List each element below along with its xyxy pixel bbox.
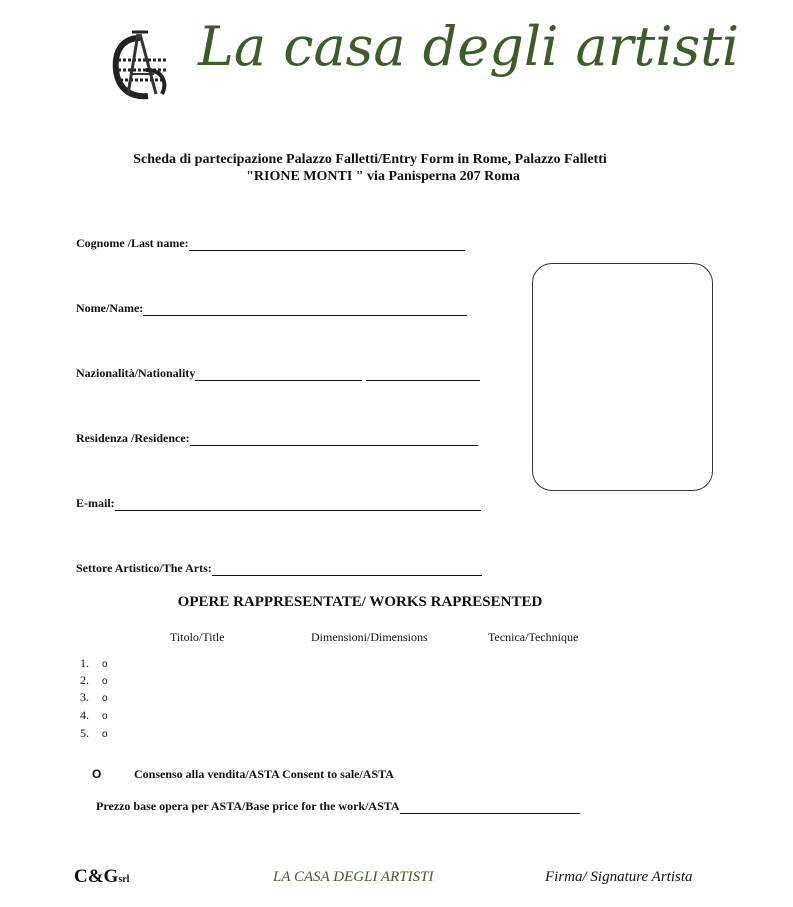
price-label: Prezzo base opera per ASTA/Base price for the work/ASTA (96, 799, 400, 813)
column-dimensions-header: Dimensioni/Dimensions (311, 630, 428, 644)
nationality-label: Nazionalità/Nationality (76, 366, 196, 380)
name-label: Nome/Name: (76, 301, 144, 315)
residence-line[interactable] (190, 433, 478, 446)
circle-bullet-icon: o (102, 659, 108, 670)
nationality-line-1[interactable] (195, 368, 362, 381)
last-name-field[interactable] (76, 236, 465, 251)
name-field[interactable] (76, 301, 467, 316)
list-item-number: 5. (80, 726, 89, 740)
circle-bullet-icon: o (102, 711, 108, 722)
brand-title: La casa degli artisti (198, 15, 740, 78)
residence-label: Residenza /Residence: (76, 431, 190, 445)
list-item-number: 2. (80, 673, 89, 687)
form-heading-line2: "RIONE MONTI " via Panisperna 207 Roma (246, 169, 520, 184)
company-label: C&G (74, 866, 119, 887)
email-field[interactable] (76, 496, 481, 511)
list-item-number: 4. (80, 708, 89, 722)
list-item[interactable] (80, 726, 108, 741)
circle-bullet-icon: o (102, 693, 108, 704)
consent-row[interactable] (92, 767, 394, 782)
company-name (74, 866, 129, 888)
email-label: E-mail: (76, 496, 115, 510)
footer-brand: LA CASA DEGLI ARTISTI (273, 869, 434, 885)
email-line[interactable] (115, 498, 481, 511)
nationality-line-2[interactable] (366, 368, 480, 381)
nationality-field[interactable] (76, 366, 480, 381)
column-technique-header: Tecnica/Technique (488, 630, 579, 644)
list-item[interactable] (80, 656, 108, 671)
consent-checkbox[interactable]: O (92, 767, 102, 781)
column-title-header: Titolo/Title (170, 630, 225, 644)
price-line[interactable] (400, 801, 580, 814)
arts-line[interactable] (212, 563, 482, 576)
last-name-label: Cognome /Last name: (76, 236, 189, 250)
cg-monogram-icon (110, 30, 174, 102)
residence-field[interactable] (76, 431, 478, 446)
price-field[interactable] (96, 799, 580, 814)
arts-label: Settore Artistico/The Arts: (76, 561, 212, 575)
circle-bullet-icon: o (102, 676, 108, 687)
name-line[interactable] (143, 303, 467, 316)
arts-field[interactable] (76, 561, 482, 576)
last-name-line[interactable] (189, 238, 465, 251)
list-item-number: 3. (80, 690, 89, 704)
list-item[interactable] (80, 690, 108, 705)
works-title: OPERE RAPPRESENTATE/ WORKS RAPRESENTED (177, 594, 543, 610)
signature-label: Firma/ Signature Artista (545, 869, 693, 885)
photo-box[interactable] (532, 263, 713, 491)
list-item[interactable] (80, 708, 108, 723)
company-suffix: srl (118, 874, 130, 885)
list-item-number: 1. (80, 656, 89, 670)
circle-bullet-icon: o (102, 729, 108, 740)
list-item[interactable] (80, 673, 108, 688)
consent-label: Consenso alla vendita/ASTA Consent to sale/ASTA (134, 767, 394, 781)
form-heading-line1: Scheda di partecipazione Palazzo Falletti/Entry Form in Rome, Palazzo Falletti (133, 152, 607, 167)
